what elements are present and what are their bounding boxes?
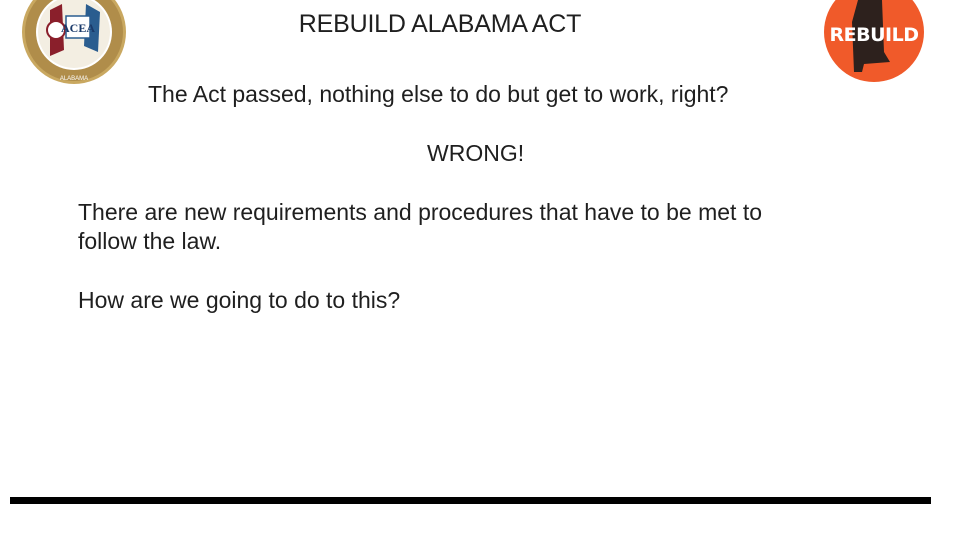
slide-title [0,10,880,39]
bottom-rule [10,497,931,504]
slide-title-text: REBUILD ALABAMA ACT [298,10,582,38]
wrong-line: WRONG! [427,140,525,166]
acea-seal-center-text: ACEA [60,21,96,35]
requirements-paragraph: There are new requirements and procedures that have to be met to follow the law. [78,199,763,254]
rebuild-logo-text: REBUILD [829,24,919,46]
statement-line: The Act passed, nothing else to do but get to work, right? [148,81,729,107]
question-line: How are we going to do to this? [78,287,401,313]
rebuild-logo [824,0,924,82]
acea-seal-ring-text: ALABAMA [59,76,89,82]
